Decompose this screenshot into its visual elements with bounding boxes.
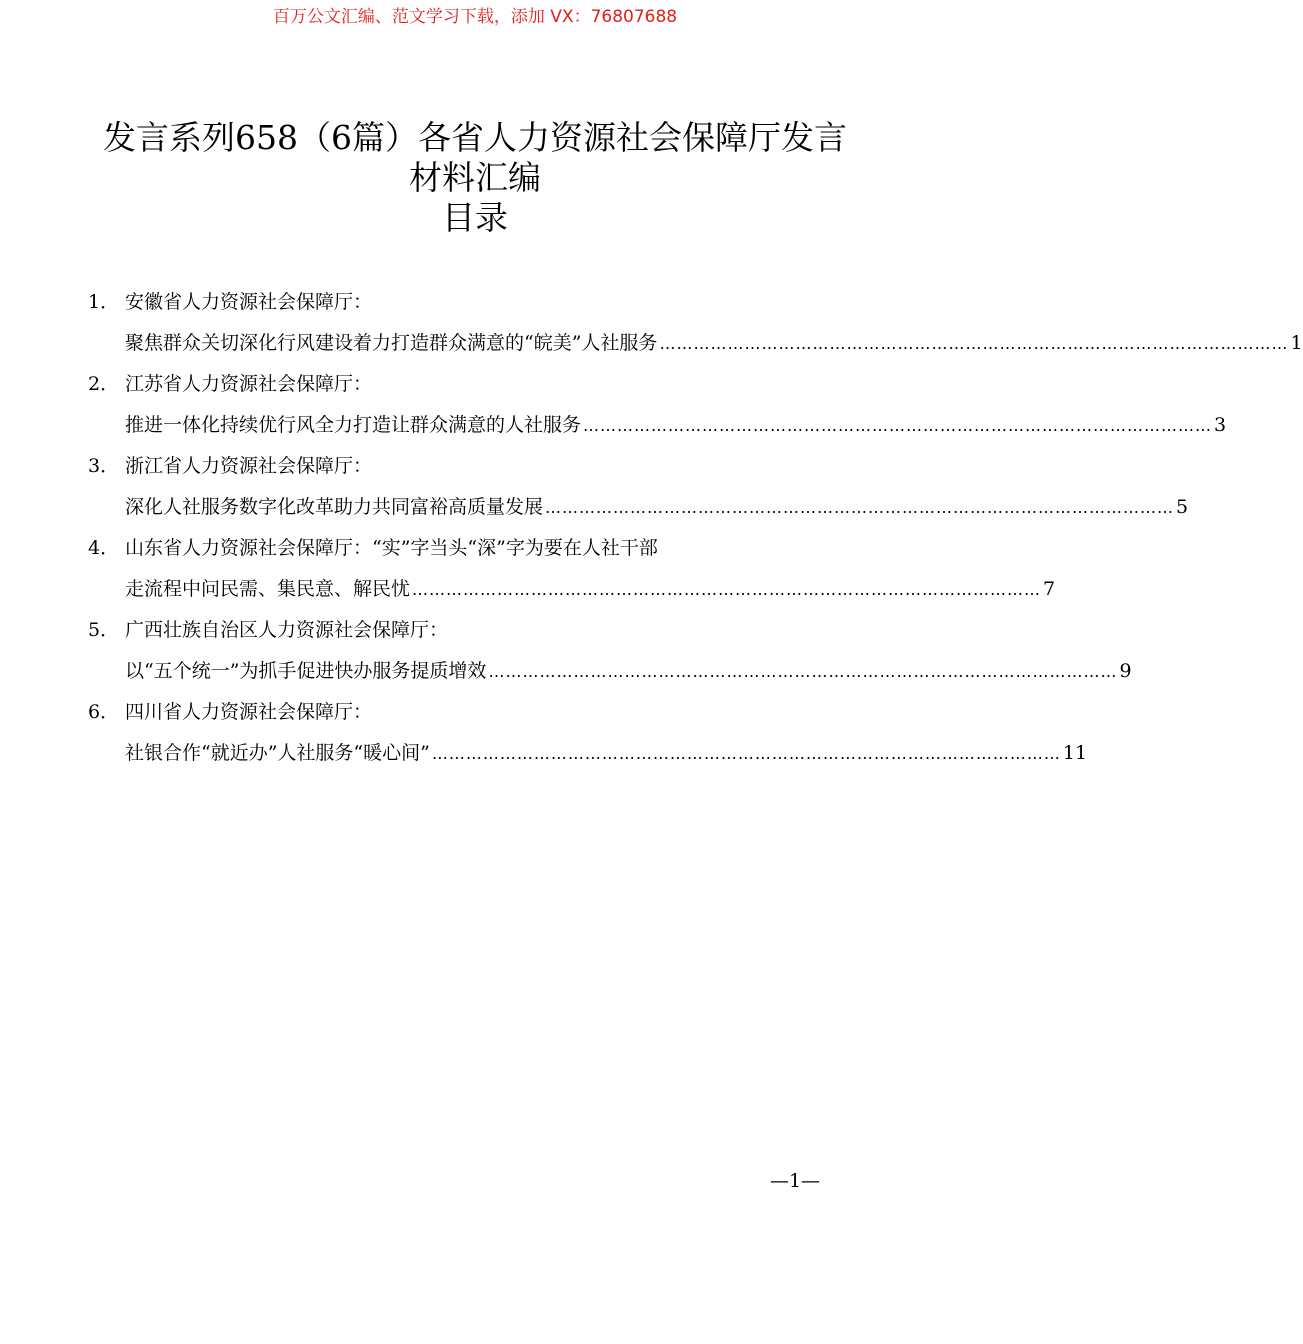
toc-page: 7 (1043, 578, 1056, 600)
title-line-3: 目录 (442, 198, 508, 237)
toc-page: 3 (1214, 414, 1227, 436)
toc-leader-dots: ………………………………………………………………………………………………… (412, 580, 1042, 599)
toc-entry-6[interactable] (88, 692, 1088, 774)
title-line-1: 发言系列658（6篇）各省人力资源社会保障厅发言 (103, 118, 847, 157)
toc-number: 3． (88, 455, 120, 477)
toc-entry-2[interactable] (88, 364, 1227, 446)
toc-text: 走流程中问民需、集民意、解民忧 (125, 578, 411, 600)
toc-org: 山东省人力资源社会保障厅：“实”字当头“深”字为要在人社干部 (125, 537, 658, 559)
toc-entry-5[interactable] (88, 610, 1132, 692)
toc-leader-dots: ………………………………………………………………………………………………… (488, 662, 1118, 681)
toc-text: 深化人社服务数字化改革助力共同富裕高质量发展 (125, 496, 544, 518)
toc-org: 浙江省人力资源社会保障厅： (125, 455, 373, 477)
toc-org: 四川省人力资源社会保障厅： (125, 701, 373, 723)
toc-page: 5 (1176, 496, 1189, 518)
toc-number: 6． (88, 701, 120, 723)
toc-page: 9 (1119, 660, 1132, 682)
table-of-contents (88, 282, 1303, 774)
title-line-2: 材料汇编 (409, 158, 541, 197)
toc-org: 安徽省人力资源社会保障厅： (125, 291, 373, 313)
toc-org: 广西壮族自治区人力资源社会保障厅： (125, 619, 449, 641)
toc-number: 4． (88, 537, 120, 559)
toc-text: 推进一体化持续优行风全力打造让群众满意的人社服务 (125, 414, 582, 436)
toc-org: 江苏省人力资源社会保障厅： (125, 373, 373, 395)
toc-entry-1[interactable] (88, 282, 1303, 364)
toc-number: 5． (88, 619, 120, 641)
toc-leader-dots: ………………………………………………………………………………………………… (659, 334, 1289, 353)
toc-leader-dots: ………………………………………………………………………………………………… (431, 744, 1061, 763)
watermark-banner: 百万公文汇编、范文学习下载，添加 VX：76807688 (272, 7, 678, 27)
toc-entry-4[interactable] (88, 528, 1056, 610)
toc-entry-3[interactable] (88, 446, 1189, 528)
toc-leader-dots: ………………………………………………………………………………………………… (583, 416, 1213, 435)
toc-text: 社银合作“就近办”人社服务“暖心间” (125, 742, 430, 764)
page-number: —1— (769, 1170, 821, 1192)
toc-text: 聚焦群众关切深化行风建设着力打造群众满意的“皖美”人社服务 (125, 332, 658, 354)
toc-page: 11 (1062, 742, 1088, 764)
toc-number: 1． (88, 291, 120, 313)
document-title (40, 118, 910, 238)
toc-number: 2． (88, 373, 120, 395)
toc-page: 1 (1290, 332, 1303, 354)
toc-text: 以“五个统一”为抓手促进快办服务提质增效 (125, 660, 487, 682)
toc-leader-dots: ………………………………………………………………………………………………… (545, 498, 1175, 517)
